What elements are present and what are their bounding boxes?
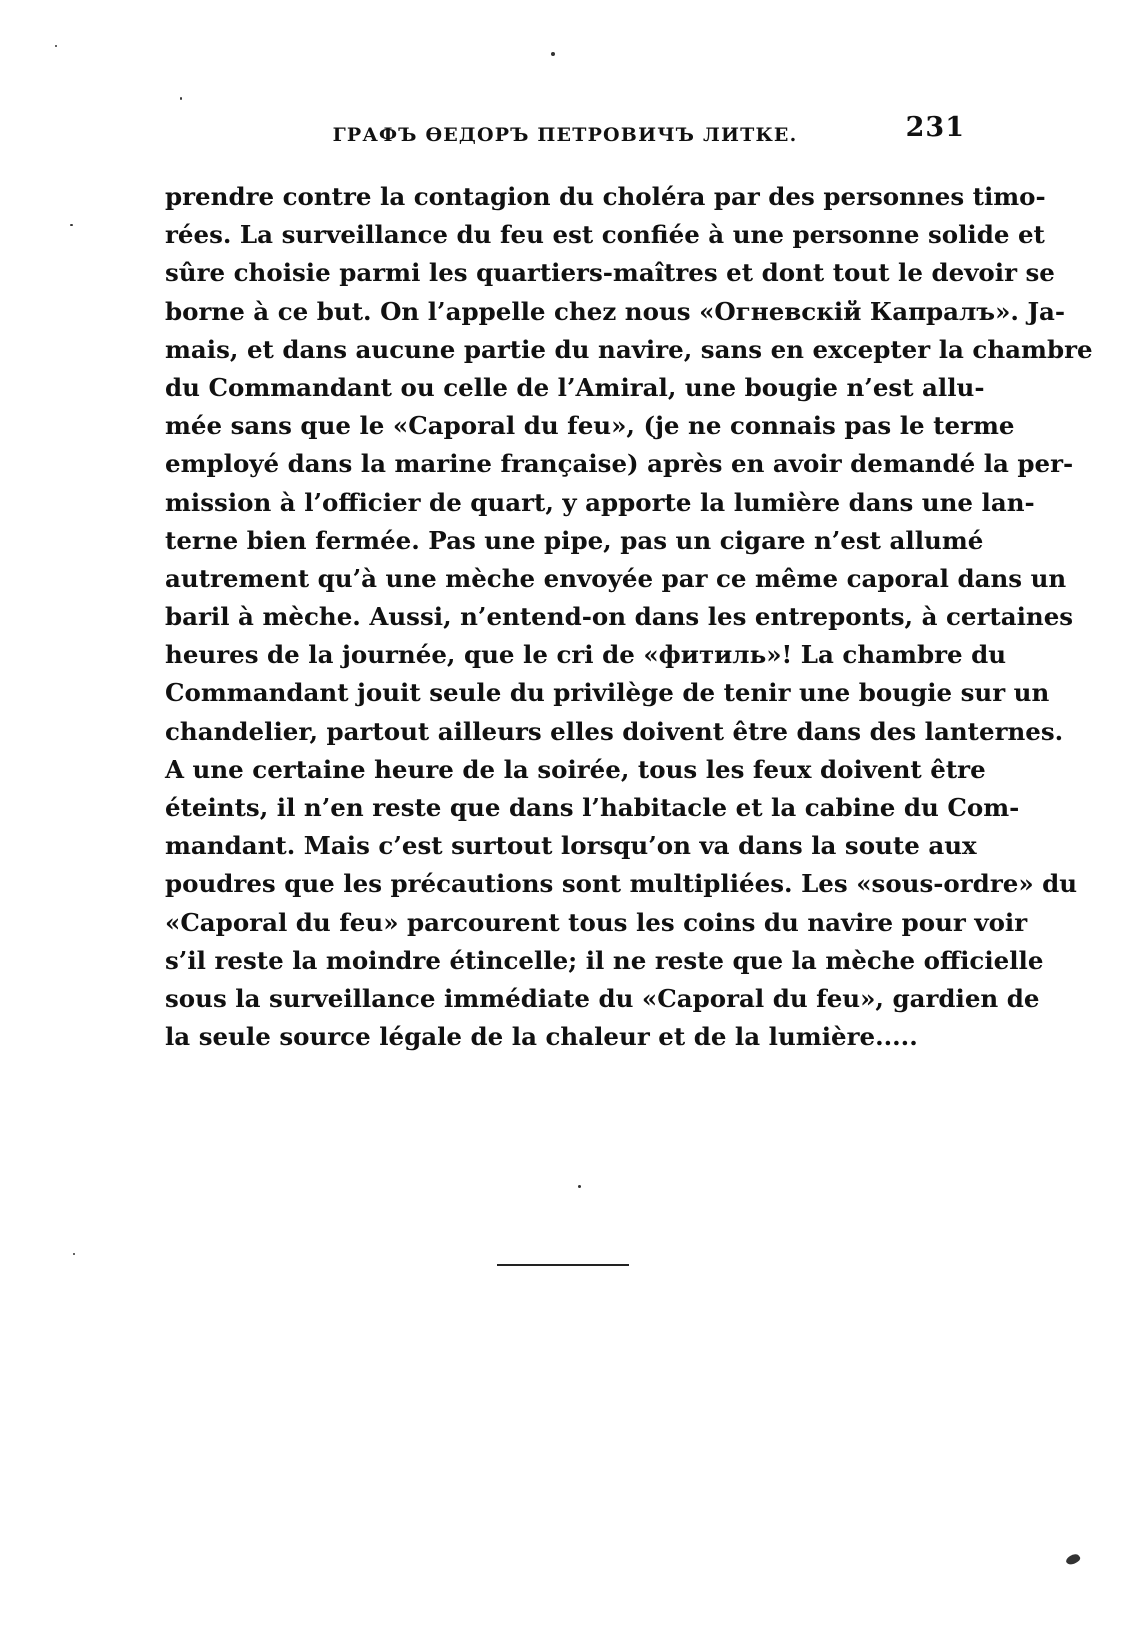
scan-speck — [73, 1253, 75, 1255]
text-line: autrement qu’à une mèche envoyée par ce même caporal dans un — [165, 563, 1067, 593]
scan-speck — [55, 45, 57, 47]
page-number: 231 — [905, 112, 965, 143]
text-line: mée sans que le «Caporal du feu», (je ne connais pas le terme — [165, 411, 1015, 441]
scan-speck — [551, 52, 555, 56]
text-line: prendre contre la contagion du choléra par des personnes timo- — [165, 182, 1046, 211]
text-line: mission à l’officier de quart, y apporte la lumière dans une lan- — [165, 487, 1035, 517]
text-line: Commandant jouit seule du privilège de tenir une bougie sur un — [165, 678, 1050, 708]
text-line: borne à ce but. On l’appelle chez nous «Огневскій Капралъ». Ja- — [165, 296, 1066, 326]
text-line: s’il reste la moindre étincelle; il ne reste que la mèche officielle — [165, 945, 1044, 975]
text-line: éteints, il n’en reste que dans l’habitacle et la cabine du Com- — [165, 793, 1020, 822]
text-line: mais, et dans aucune partie du navire, sans en excepter la chambre — [165, 334, 1093, 364]
text-line: A une certaine heure de la soirée, tous les feux doivent être — [165, 754, 986, 784]
text-line: mandant. Mais c’est surtout lorsqu’on va dans la soute aux — [165, 831, 977, 861]
page-header — [165, 112, 965, 152]
text-line: sûre choisie parmi les quartiers-maîtres et dont tout le devoir se — [165, 258, 1055, 288]
text-line: la seule source légale de la chaleur et de la lumière..... — [165, 1022, 918, 1052]
section-end-rule — [497, 1264, 629, 1266]
text-line: du Commandant ou celle de l’Amiral, une bougie n’est allu- — [165, 372, 985, 402]
scan-speck — [180, 97, 182, 100]
scan-speck — [70, 224, 73, 226]
text-line: sous la surveillance immédiate du «Caporal du feu», gardien de — [165, 983, 1040, 1013]
text-line: employé dans la marine française) après en avoir demandé la per- — [165, 449, 1074, 479]
scan-speck — [578, 1185, 581, 1188]
scan-speck — [1065, 1552, 1082, 1567]
running-title: ГРАФЪ ѲЕДОРЪ ПЕТРОВИЧЪ ЛИТКЕ. — [332, 124, 798, 146]
text-line: baril à mèche. Aussi, n’entend-on dans les entreponts, à certaines — [165, 602, 1074, 632]
text-line: rées. La surveillance du feu est confiée à une personne solide et — [165, 220, 1045, 250]
text-line: heures de la journée, que le cri de «фитиль»! La chambre du — [165, 640, 1007, 670]
text-line: «Caporal du feu» parcourent tous les coins du navire pour voir — [165, 907, 1028, 937]
text-line: poudres que les précautions sont multipliées. Les «sous-ordre» du — [165, 869, 1078, 899]
text-line: terne bien fermée. Pas une pipe, pas un cigare n’est allumé — [165, 525, 984, 555]
body-paragraph — [165, 178, 1093, 1056]
text-line: chandelier, partout ailleurs elles doivent être dans des lanternes. — [165, 716, 1064, 746]
